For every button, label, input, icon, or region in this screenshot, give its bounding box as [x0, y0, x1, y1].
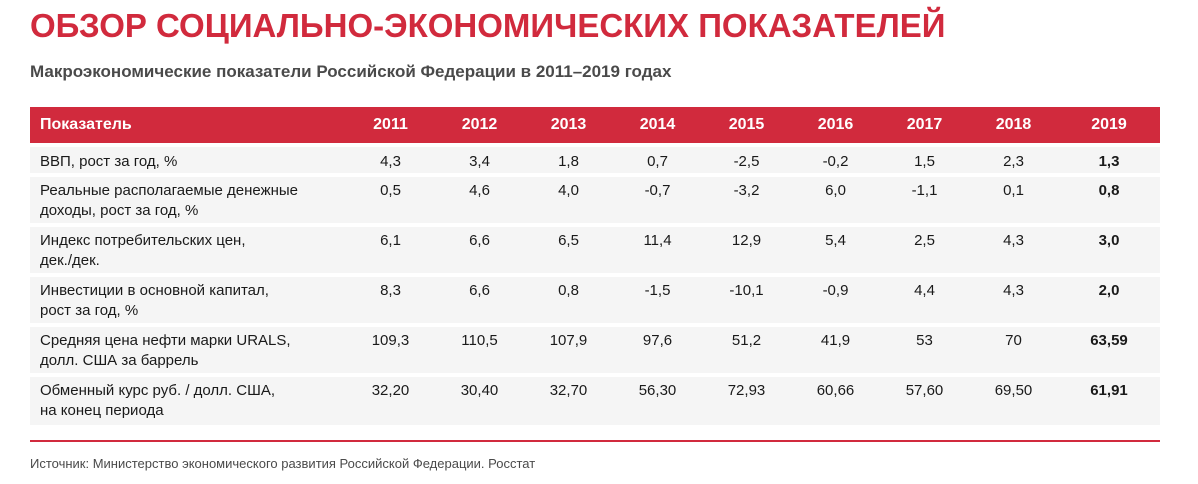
table-cell: 0,7: [647, 153, 668, 170]
table-row: [30, 375, 1160, 425]
table-row: [30, 275, 1160, 325]
indicators-table: [30, 107, 1160, 425]
table-cell: 32,20: [371, 382, 410, 399]
table-cell: 6,5: [558, 232, 579, 249]
table-cell-highlighted: 3,0: [1098, 232, 1120, 249]
table-cell: -10,1: [729, 282, 764, 299]
table-cell-highlighted: 61,91: [1090, 382, 1128, 399]
table-cell-highlighted: 63,59: [1090, 332, 1128, 349]
table-cell: 53: [916, 332, 933, 349]
table-cell-highlighted: 0,8: [1098, 182, 1120, 199]
table-cell: -0,7: [644, 182, 671, 199]
table-cell: 3,4: [469, 153, 490, 170]
table-cell: -0,9: [822, 282, 849, 299]
table-row: [30, 145, 1160, 175]
row-label-gdp: ВВП, рост за год, %: [40, 153, 178, 170]
row-label-urals-price: Средняя цена нефти марки URALS, долл. США за баррель: [40, 332, 291, 369]
table-cell: 97,6: [642, 332, 673, 349]
table-cell: 4,4: [914, 282, 935, 299]
table-row: [30, 175, 1160, 225]
table-cell: 6,1: [380, 232, 401, 249]
column-header-2016: 2016: [817, 116, 854, 133]
table-cell: -3,2: [733, 182, 760, 199]
row-label-investment: Инвестиции в основной капитал, рост за год, %: [40, 282, 269, 319]
table-cell: -0,2: [822, 153, 849, 170]
table-subtitle: Макроэкономические показатели Российской Федерации в 2011–2019 годах: [30, 62, 672, 81]
table-cell: 0,5: [380, 182, 401, 199]
table-cell: 56,30: [638, 382, 677, 399]
source-note: Источник: Министерство экономического развития Российской Федерации. Росстат: [30, 456, 536, 471]
table-cell: 32,70: [549, 382, 588, 399]
table-cell: 41,9: [820, 332, 851, 349]
table-cell: 2,5: [914, 232, 935, 249]
table-cell: 109,3: [371, 332, 410, 349]
column-header-2018: 2018: [995, 116, 1032, 133]
row-label-real-income: Реальные располагаемые денежные доходы, рост за год, %: [40, 182, 299, 219]
table-cell: 0,8: [558, 282, 579, 299]
table-cell: 4,3: [1003, 282, 1024, 299]
table-cell: 11,4: [643, 232, 672, 249]
table-cell: 1,5: [914, 153, 935, 170]
row-label-exchange-rate: Обменный курс руб. / долл. США, на конец периода: [40, 382, 276, 419]
table-row: [30, 225, 1160, 275]
page-title: ОБЗОР СОЦИАЛЬНО-ЭКОНОМИЧЕСКИХ ПОКАЗАТЕЛЕЙ: [30, 7, 946, 44]
column-header-2011: 2011: [373, 116, 408, 133]
table-header-row: [30, 107, 1160, 145]
table-cell: 57,60: [905, 382, 944, 399]
table-cell: 4,6: [469, 182, 490, 199]
column-header-2014: 2014: [639, 116, 676, 133]
column-header-indicator: Показатель: [40, 116, 132, 133]
column-header-2017: 2017: [906, 116, 943, 133]
column-header-2019: 2019: [1091, 116, 1127, 133]
table-cell-highlighted: 1,3: [1098, 153, 1120, 170]
table-cell: 4,3: [1003, 232, 1024, 249]
column-header-2013: 2013: [550, 116, 587, 133]
table-cell: 30,40: [460, 382, 499, 399]
table-cell: 110,5: [461, 332, 498, 349]
table-cell: 6,6: [469, 282, 490, 299]
table-cell: 1,8: [558, 153, 579, 170]
table-cell: 70: [1005, 332, 1022, 349]
table-cell: 69,50: [994, 382, 1033, 399]
table-row: [30, 325, 1160, 375]
table-cell: 0,1: [1003, 182, 1024, 199]
table-cell: 12,9: [731, 232, 762, 249]
row-label-cpi: Индекс потребительских цен, дек./дек.: [40, 232, 246, 269]
table-cell: 6,6: [469, 232, 490, 249]
table-cell: -2,5: [733, 153, 760, 170]
table-cell: -1,1: [911, 182, 938, 199]
column-header-2015: 2015: [728, 116, 765, 133]
table-cell: 107,9: [549, 332, 588, 349]
table-cell: 60,66: [816, 382, 855, 399]
table-cell-highlighted: 2,0: [1098, 282, 1120, 299]
table-cell: 2,3: [1003, 153, 1024, 170]
table-bottom-divider: [30, 440, 1160, 442]
table-cell: 4,3: [380, 153, 401, 170]
table-cell: 5,4: [825, 232, 846, 249]
table-cell: 6,0: [825, 182, 846, 199]
table-cell: 4,0: [558, 182, 579, 199]
table-cell: 51,2: [731, 332, 762, 349]
column-header-2012: 2012: [461, 116, 498, 133]
table-cell: 72,93: [727, 382, 766, 399]
table-cell: -1,5: [644, 282, 671, 299]
table-cell: 8,3: [380, 282, 401, 299]
